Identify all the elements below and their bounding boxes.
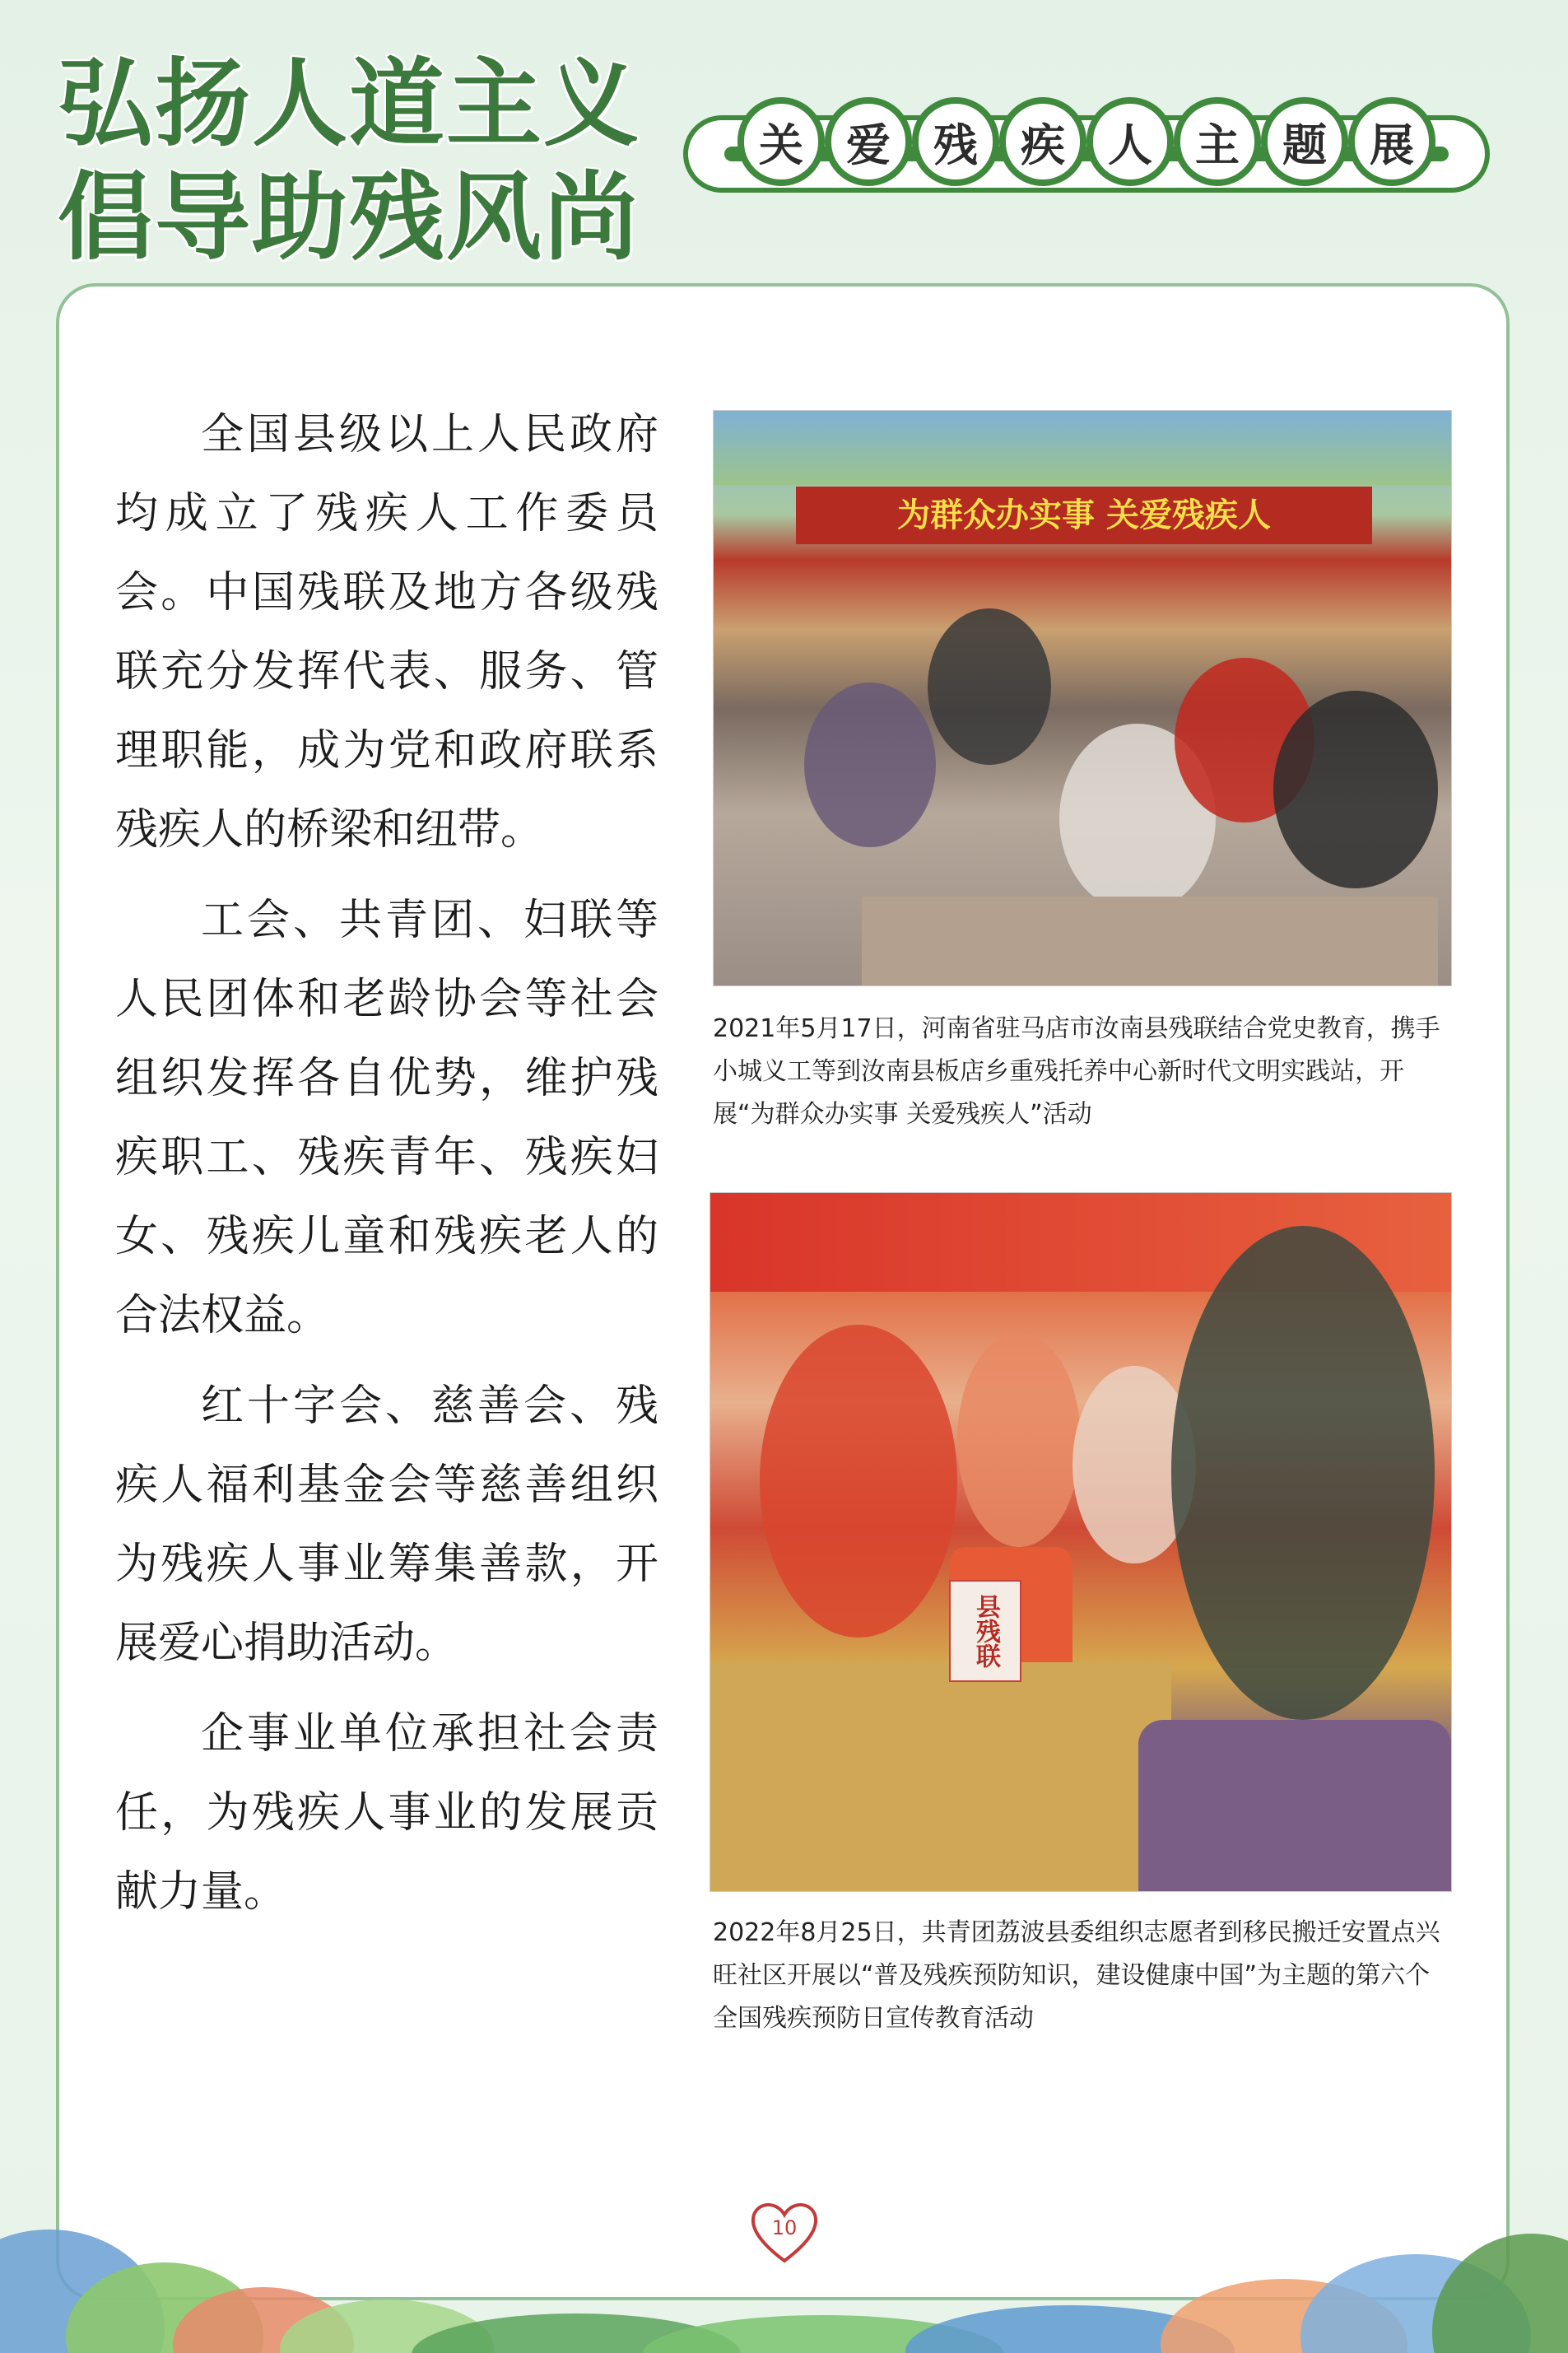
paved-ground	[862, 897, 1438, 985]
wooden-desk	[710, 1662, 1171, 1891]
page-number-badge	[747, 2197, 821, 2266]
event-photo-2	[710, 1192, 1452, 1892]
attendee-figure	[804, 683, 936, 847]
sky-trees	[714, 411, 1451, 485]
title-line-2: 倡导助残风尚	[58, 162, 640, 273]
theme-char: 题	[1261, 97, 1348, 186]
attendee-figure	[1273, 691, 1438, 888]
event-photo-1	[713, 410, 1452, 986]
theme-char: 关	[737, 97, 825, 186]
desk-sign: 县残联	[949, 1580, 1021, 1682]
paragraph: 企事业单位承担社会责任，为残疾人事业的发展贡献力量。	[115, 1709, 658, 1917]
paragraph: 工会、共青团、妇联等人民团体和老龄协会等社会组织发挥各自优势，维护残疾职工、残疾青年、残疾妇女、残疾儿童和残疾老人的合法权益。	[115, 896, 658, 1340]
theme-banner	[683, 115, 1490, 193]
volunteer-figure	[957, 1333, 1081, 1547]
event-banner: 为群众办实事 关爱残疾人	[796, 487, 1372, 544]
paragraph: 红十字会、慈善会、残疾人福利基金会等慈善组织为残疾人事业筹集善款，开展爱心捐助活动。	[115, 1382, 658, 1668]
theme-chars	[737, 97, 1435, 186]
theme-char: 残	[912, 97, 999, 186]
photo-caption-1: 2021年5月17日，河南省驻马店市汝南县残联结合党史教育，携手小城义工等到汝南县板店乡重残托养中心新时代文明实践站，开展“为群众办实事 关爱残疾人”活动	[713, 1014, 1440, 1129]
photo-caption-2: 2022年8月25日，共青团荔波县委组织志愿者到移民搬迁安置点兴旺社区开展以“普及残疾预防知识，建设健康中国”为主题的第六个全国残疾预防日宣传教育活动	[713, 1918, 1440, 2033]
theme-char: 爱	[825, 97, 912, 186]
theme-char: 展	[1348, 97, 1435, 186]
wheelchair-blanket	[1138, 1720, 1451, 1891]
wheelchair-figure	[928, 608, 1051, 765]
theme-char: 主	[1174, 97, 1261, 186]
paragraph: 全国县级以上人民政府均成立了残疾人工作委员会。中国残联及地方各级残联充分发挥代表、服务、管理职能，成为党和政府联系残疾人的桥梁和纽带。	[115, 410, 658, 855]
volunteer-figure	[760, 1325, 957, 1638]
page-number: 10	[771, 2216, 798, 2239]
page-title	[58, 48, 640, 275]
theme-char: 疾	[999, 97, 1086, 186]
body-text	[115, 395, 658, 1943]
elderly-man-figure	[1171, 1226, 1435, 1720]
theme-char: 人	[1086, 97, 1174, 186]
title-line-1: 弘扬人道主义	[58, 49, 640, 160]
